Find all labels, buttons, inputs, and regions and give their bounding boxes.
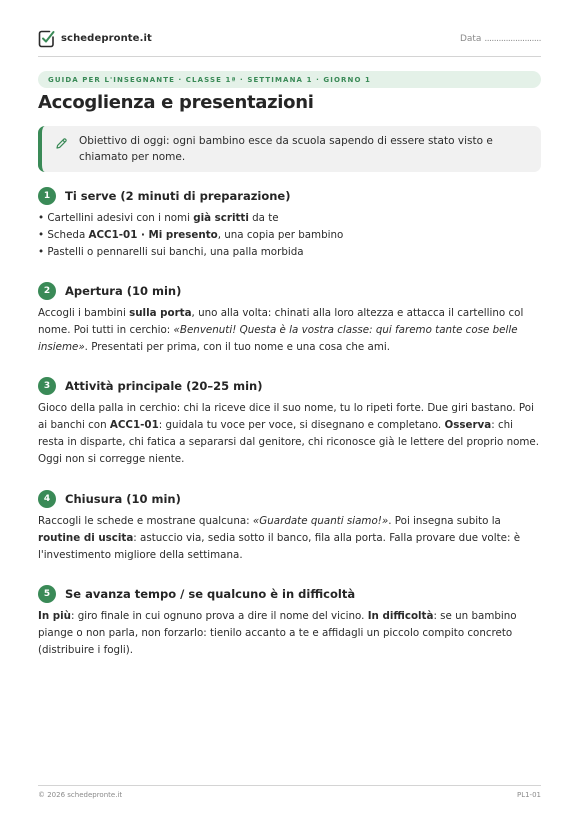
page-title: Accoglienza e presentazioni [38,92,314,113]
section-text: In più: giro finale in cui ognuno prova a dire il nome del vicino. In difficoltà: se un bambino piange o non parla, non forzarlo: tienilo accanto a te e affidagli un piccolo compito concreto (distribuire i fogli). [38,610,517,656]
section-text: Raccogli le schede e mostrane qualcuna: «Guardate quanti siamo!». Poi insegna subito la routine di uscita: astuccio via, sedia sotto il banco, fila alla porta. Falla provare due volte: è l'investimento migliore della settimana. [38,515,521,561]
list-item: • Scheda ACC1-01 · Mi presento, una copia per bambino [38,229,344,241]
section-title: Attività principale (20–25 min) [65,379,263,393]
section-header [38,282,541,300]
date-blank: ........................ [484,34,541,44]
step-number-badge: 3 [38,377,56,395]
date-label: Data [459,34,482,44]
section-header [38,585,541,603]
step-number-badge: 2 [38,282,56,300]
section-title: Ti serve (2 minuti di preparazione) [65,189,291,203]
section-title: Se avanza tempo / se qualcuno è in difficoltà [65,587,356,601]
section-main-activity [38,377,541,468]
section-closing [38,490,541,564]
section-text: Accogli i bambini sulla porta, uno alla volta: chinati alla loro altezza e attacca il cartellino col nome. Poi tutti in cerchio: «Benvenuti! Questa è la vostra classe: qui faremo tante cose belle insieme». Presentati per prima, con il tuo nome e una cosa che ami. [38,307,524,353]
footer-copyright: © 2026 schedepronte.it [38,791,123,799]
section-opening [38,282,541,356]
list-item: • Cartellini adesivi con i nomi già scritti da te [38,212,279,224]
section-header [38,377,541,395]
step-number-badge: 4 [38,490,56,508]
list-item: • Pastelli o pennarelli sui banchi, una palla morbida [38,246,304,258]
section-title: Chiusura (10 min) [65,492,181,506]
section-materials [38,187,541,261]
section-header [38,187,541,205]
materials-list [38,210,541,261]
section-text: Gioco della palla in cerchio: chi la riceve dice il suo nome, tu lo ripeti forte. Due giri bastano. Poi ai banchi con ACC1-01: guidala tu voce per voce, si disegnano e completano. Osserva: chi resta in disparte, chi fatica a separarsi dal genitore, chi riconosce già le lettere del proprio nome. Oggi non si corregge niente. [38,402,540,465]
date-field[interactable] [460,34,541,44]
brand-name: schedepronte.it [61,33,152,44]
section-extra-time [38,585,541,659]
guide-banner [38,71,541,88]
section-header [38,490,541,508]
page-header [38,29,541,57]
brand-logo[interactable] [38,29,152,48]
check-logo-icon [38,29,55,48]
section-title: Apertura (10 min) [65,284,182,298]
page-footer [38,785,541,799]
step-number-badge: 5 [38,585,56,603]
step-number-badge: 1 [38,187,56,205]
objective-callout [38,126,541,172]
footer-page-code: PL1-01 [516,791,541,799]
pencil-icon [55,137,68,150]
banner-text: GUIDA PER L'INSEGNANTE · CLASSE 1ª · SETTIMANA 1 · GIORNO 1 [48,75,371,84]
objective-text: Obiettivo di oggi: ogni bambino esce da scuola sapendo di essere stato visto e chiamato per nome. [79,135,493,163]
